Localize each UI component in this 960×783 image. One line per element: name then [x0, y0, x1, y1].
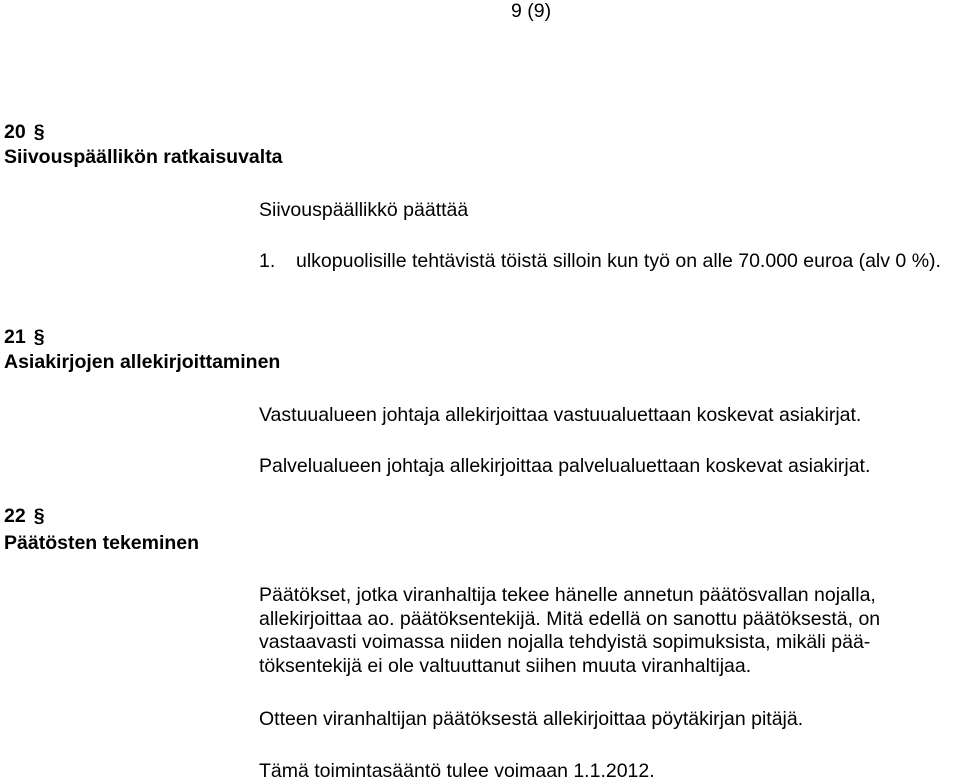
list-marker: 1.: [259, 250, 276, 272]
section-title-21: Asiakirjojen allekirjoittaminen: [4, 351, 281, 373]
section-21-paragraph-2: Palvelualueen johtaja allekirjoittaa palvelualuettaan koskevat asiakirjat.: [259, 455, 871, 477]
section-20-intro: Siivouspäällikkö päättää: [259, 199, 469, 221]
section-number: 21: [4, 326, 26, 348]
section-number: 20: [4, 121, 26, 143]
section-sign-icon: §: [33, 326, 45, 348]
section-22-paragraph-1: Päätökset, jotka viranhaltija tekee hänelle annetun päätösvallan nojalla, allekirjoittaa ao. päätöksentekijä. Mitä edellä on sanottu päätöksestä, on vastaavasti voimassa niiden nojalla tehdyistä sopimuksista, mikäli pää-töksentekijä ei ole valtuuttanut siihen muuta viranhaltijaa.: [259, 584, 881, 677]
section-heading-21: [4, 326, 45, 349]
section-22-paragraph-3: Tämä toimintasääntö tulee voimaan 1.1.2012.: [259, 760, 655, 782]
section-21-paragraph-1: Vastuualueen johtaja allekirjoittaa vastuualuettaan koskevat asiakirjat.: [259, 404, 862, 426]
list-item: [259, 250, 959, 300]
section-sign-icon: §: [33, 505, 45, 527]
section-title-22: Päätösten tekeminen: [4, 532, 200, 554]
page-number: 9 (9): [511, 0, 552, 22]
section-title-20: Siivouspäällikön ratkaisuvalta: [4, 146, 283, 168]
section-heading-22: [4, 505, 45, 528]
list-text: ulkopuolisille tehtävistä töistä silloin kun työ on alle 70.000 euroa (alv 0 %).: [296, 250, 941, 272]
section-number: 22: [4, 505, 26, 527]
section-sign-icon: §: [33, 121, 45, 143]
section-heading-20: [4, 121, 45, 144]
section-22-paragraph-2: Otteen viranhaltijan päätöksestä allekirjoittaa pöytäkirjan pitäjä.: [259, 708, 804, 730]
